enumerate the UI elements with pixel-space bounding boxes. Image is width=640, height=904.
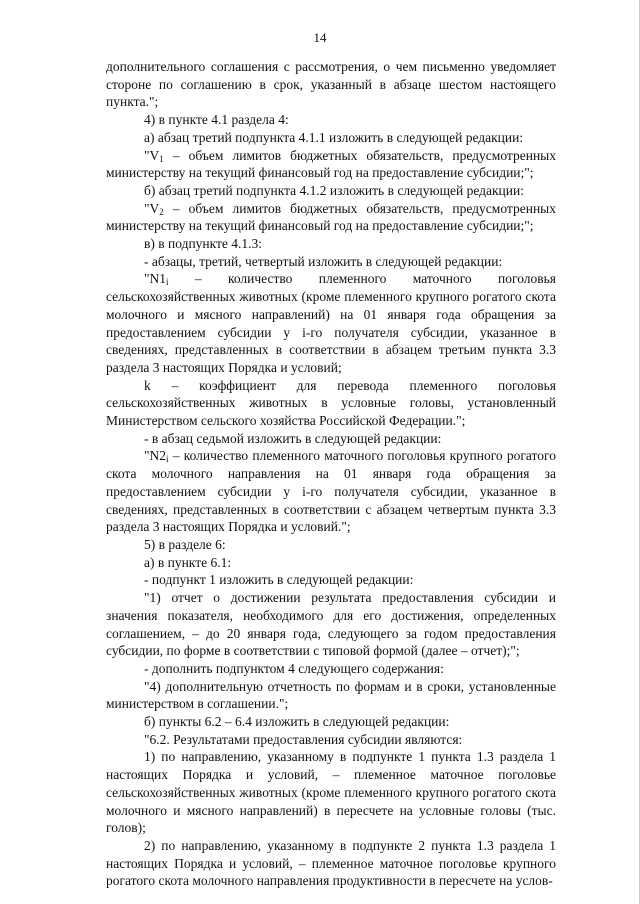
paragraph [106,147,556,182]
paragraph: 1) по направлению, указанному в подпункте 1 пункта 1.3 раздела 1 настоящих Порядка и условий, – племенное маточное поголовье сельскохозяйственных животных (кроме племенного крупного рогатого скота молочного и мясного направлений) в пересчете на условные головы (тыс. голов); [106,749,556,836]
paragraph: а) абзац третий подпункта 4.1.1 изложить в следующей редакции: [144,129,524,145]
paragraph [106,200,556,235]
subscript-index: i [166,454,169,465]
paragraph-text-rest: – объем лимитов бюджетных обязательств, предусмотренных министерству на текущий финансовый год на предоставление субсидии;"; [106,147,556,181]
paragraph: - в абзац седьмой изложить в следующей редакции: [144,430,442,446]
document-body [106,58,556,890]
paragraph: - абзацы, третий, четвертый изложить в следующей редакции: [144,253,503,269]
paragraph: б) пункты 6.2 – 6.4 изложить в следующей редакции: [144,714,450,730]
paragraph: 2) по направлению, указанному в подпункте 2 пункта 1.3 раздела 1 настоящих Порядка и условий, – племенное маточное поголовье крупного рогатого скота молочного направления продуктивности в пересчете на услов- [106,837,556,889]
paragraph-text-rest: – объем лимитов бюджетных обязательств, предусмотренных министерству на текущий финансовый год на предоставление субсидии;"; [106,200,556,234]
paragraph-text-start: "V [144,200,160,216]
paragraph [106,270,556,376]
subscript-index: 1 [159,153,164,164]
paragraph: "6.2. Результатами предоставления субсидии являются: [144,731,463,747]
paragraph: - подпункт 1 изложить в следующей редакции: [144,572,414,588]
paragraph-text-start: "N1 [144,271,167,287]
subscript-index: i [166,277,169,288]
paragraph: дополнительного соглашения с рассмотрения, о чем письменно уведомляет стороне по соглашению в срок, указанный в абзаце шестом настоящего пункта."; [106,59,556,110]
page-number: 14 [313,30,327,45]
paragraph-text-rest: – количество племенного маточного поголовья крупного рогатого скота молочного направления на 01 января года обращения за предоставлением субсидии у i-го получателя субсидии, указанное в сведениях, представленных в соответствии с абзацем четвертым пункта 3.3 раздела 3 настоящих Порядка и условий."; [106,448,556,535]
paragraph: б) абзац третий подпункта 4.1.2 изложить в следующей редакции: [144,182,524,198]
paragraph-text-start: "N2 [144,448,167,464]
paragraph: а) в пункте 6.1: [144,554,232,570]
paragraph: в) в подпункте 4.1.3: [144,236,263,252]
paragraph: 5) в разделе 6: [144,536,226,552]
paragraph-text-rest: – количество племенного маточного поголовья сельскохозяйственных животных (кроме племенного крупного рогатого скота молочного и мясного направлений) на 01 января года обращения за предоставлением субсидии у i-го получателя субсидии, указанное в сведениях, представленных в соответствии в абзацем третьим пункта 3.3 раздела 3 настоящих Порядка и условий; [106,271,556,375]
paragraph [106,447,556,536]
subscript-index: 2 [159,206,164,217]
paragraph-text-start: "V [144,147,160,163]
paragraph: k – коэффициент для перевода племенного поголовья сельскохозяйственных животных в условные головы, установленный Министерством сельского хозяйства Российской Федерации."; [106,377,556,429]
paragraph: "1) отчет о достижении результата предоставления субсидии и значения показателя, необходимого для его достижения, определенных соглашением, – до 20 января года, следующего за годом предоставления субсидии, по форме в соответствии с типовой формой (далее – отчет);"; [106,590,556,659]
paragraph: - дополнить подпунктом 4 следующего содержания: [144,660,444,676]
paragraph: "4) дополнительную отчетность по формам и в сроки, установленные министерством в соглашении."; [106,678,556,712]
paragraph: 4) в пункте 4.1 раздела 4: [144,112,289,128]
